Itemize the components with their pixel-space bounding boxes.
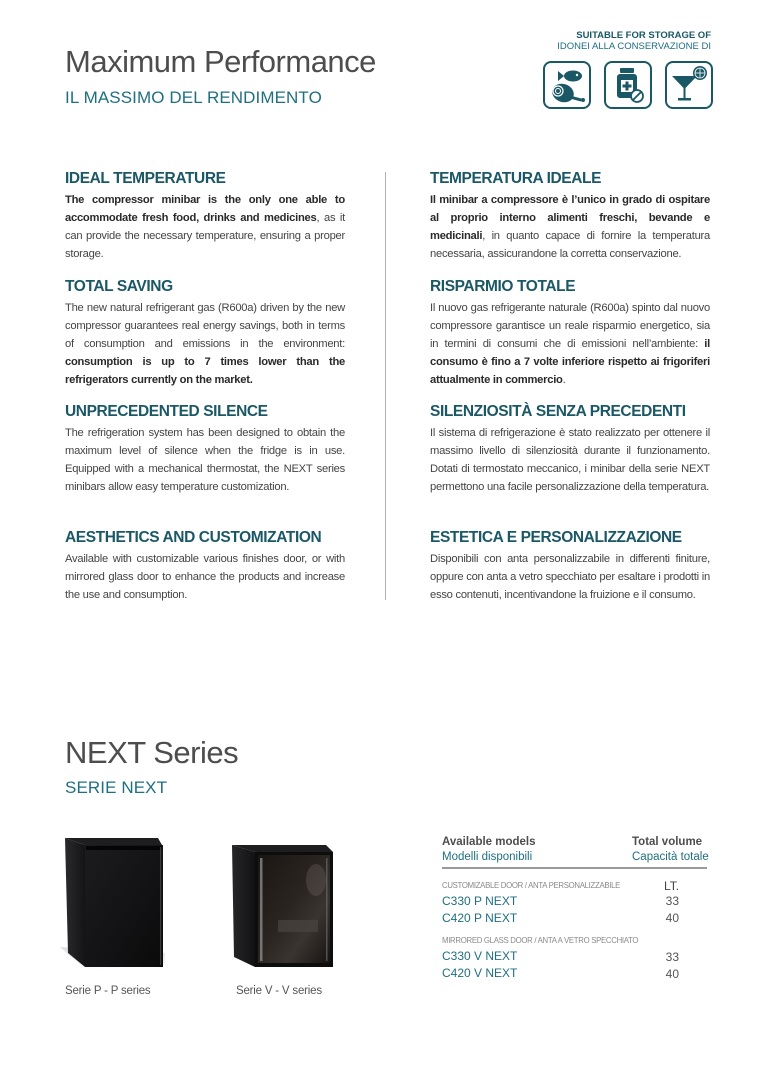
product-image-v-series [228, 842, 338, 972]
section-body: The new natural refrigerant gas (R600a) driven by the new compressor guarantees real energy savings, both in terms of consumption and emissions in the environment: consumption is up to 7 times lower than the refrigerators currently on the market. [65, 302, 345, 386]
section-temperatura-ideale [430, 170, 710, 263]
section-total-saving [65, 278, 345, 389]
table-group-label: CUSTOMIZABLE DOOR / ANTA PERSONALIZZABILE [442, 881, 621, 890]
section-heading: RISPARMIO TOTALE [430, 278, 576, 295]
table-unit: LT. [664, 879, 680, 893]
table-row-volume: 33 [665, 950, 679, 964]
section-heading: ESTETICA E PERSONALIZZAZIONE [430, 529, 682, 546]
section-heading: SILENZIOSITÀ SENZA PRECEDENTI [430, 403, 686, 420]
table-row-model: C420 P NEXT [442, 911, 518, 925]
section-heading: IDEAL TEMPERATURE [65, 170, 226, 187]
table-header-volume: Total volume [632, 836, 703, 848]
table-subheader-models: Modelli disponibili [442, 851, 533, 863]
section-heading: TOTAL SAVING [65, 278, 173, 295]
food-fish-ham-icon [543, 61, 591, 109]
series-title: NEXT Series [65, 735, 239, 770]
section-aesthetics-customization [65, 529, 345, 604]
section-heading: UNPRECEDENTED SILENCE [65, 403, 268, 420]
section-estetica [430, 529, 710, 604]
section-body: Disponibili con anta personalizzabile in differenti finiture, oppure con anta a vetro specchiato per esaltare i prodotti in esso contenuti, incentivandone la fruizione e il consumo. [430, 553, 710, 601]
storage-label-it: IDONEI ALLA CONSERVAZIONE DI [557, 41, 711, 52]
section-body: Il sistema di refrigerazione è stato realizzato per ottenere il massimo livello di silenziosità durante il funzionamento. Dotati di termostato meccanico, i minibar della serie NEXT permettono una facile personalizzazione della temperatura. [430, 427, 710, 493]
table-header-models: Available models [442, 836, 536, 848]
product-caption: Serie V - V series [236, 985, 322, 997]
section-heading: TEMPERATURA IDEALE [430, 170, 602, 187]
section-ideal-temperature [65, 170, 345, 263]
section-body: The compressor minibar is the only one able to accommodate fresh food, drinks and medicines, as it can provide the necessary temperature, ensuring a proper storage. [65, 194, 345, 260]
section-heading: AESTHETICS AND CUSTOMIZATION [65, 529, 322, 546]
table-row-model: C420 V NEXT [442, 966, 518, 980]
table-row-volume: 40 [665, 967, 679, 981]
table-row-volume: 33 [665, 894, 679, 908]
column-divider [385, 172, 386, 600]
section-body: Il nuovo gas refrigerante naturale (R600a) spinto dal nuovo compressore garantisce un reale risparmio energetico, sia in termini di consumi che di emissioni nell’ambiente: il consumo è fino a 7 volte inferiore rispetto ai frigoriferi attualmente in commercio. [430, 302, 710, 386]
table-row-model: C330 P NEXT [442, 894, 518, 908]
section-unprecedented-silence [65, 403, 345, 496]
table-row-model: C330 V NEXT [442, 949, 518, 963]
section-body: Available with customizable various finishes door, or with mirrored glass door to enhance the products and increase the use and consumption. [65, 553, 345, 601]
table-row-volume: 40 [665, 911, 679, 925]
product-image-p-series [50, 835, 170, 975]
table-divider [442, 867, 707, 869]
storage-label-en: SUITABLE FOR STORAGE OF [576, 30, 711, 41]
section-body: Il minibar a compressore è l’unico in grado di ospitare al proprio interno alimenti freschi, bevande e medicinali, in quanto capace di fornire la temperatura necessaria, assicurandone la corretta conservazione. [430, 194, 710, 260]
table-group-label: MIRRORED GLASS DOOR / ANTA A VETRO SPECCHIATO [442, 936, 639, 945]
table-subheader-volume: Capacità totale [632, 851, 709, 863]
section-body: The refrigeration system has been designed to obtain the maximum level of silence when the fridge is in use. Equipped with a mechanical thermostat, the NEXT series minibars allow easy temperature customization. [65, 427, 345, 493]
page-subtitle: IL MASSIMO DEL RENDIMENTO [65, 88, 322, 107]
page-title: Maximum Performance [65, 44, 376, 79]
section-silenziosita [430, 403, 710, 496]
section-risparmio-totale [430, 278, 710, 389]
series-subtitle: SERIE NEXT [65, 778, 168, 797]
product-caption: Serie P - P series [65, 985, 151, 997]
drink-cocktail-icon [665, 61, 713, 109]
medicine-icon [604, 61, 652, 109]
